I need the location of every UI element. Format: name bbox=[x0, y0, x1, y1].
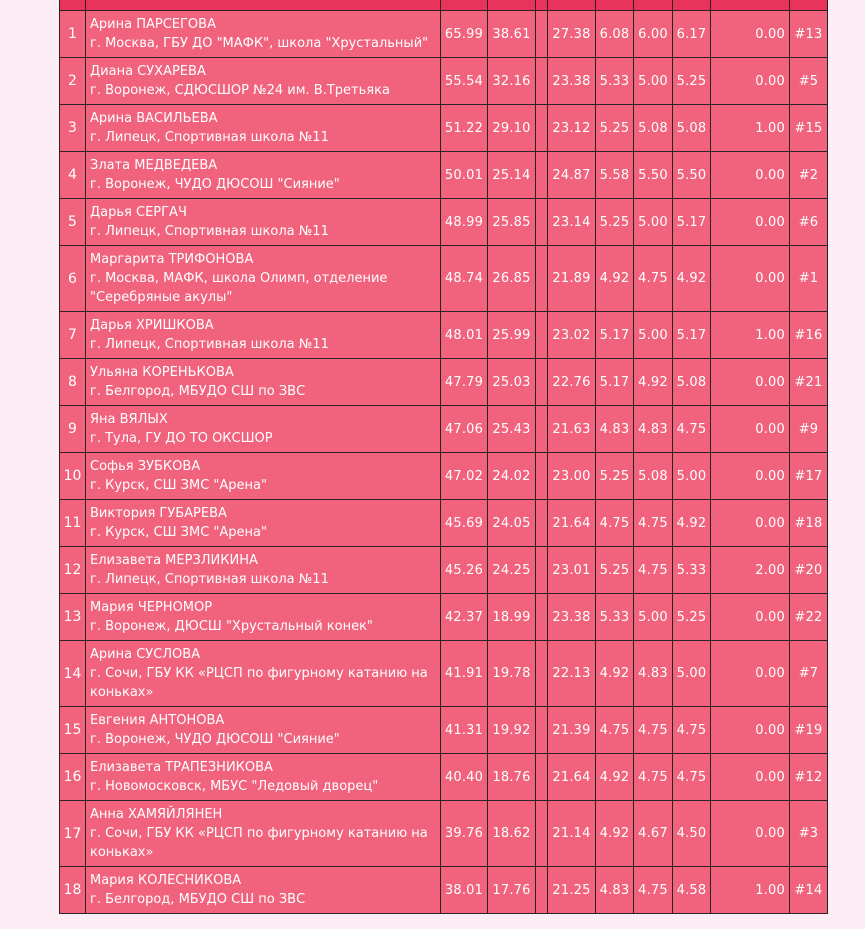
table-row bbox=[60, 453, 828, 500]
empty-cell bbox=[536, 707, 548, 754]
deductions-cell: 0.00 bbox=[711, 11, 790, 58]
skater-club: г. Белгород, МБУДО СШ по ЗВС bbox=[90, 384, 306, 399]
start-number-cell: #17 bbox=[790, 453, 828, 500]
skater-club: г. Воронеж, ЧУДО ДЮСОШ "Сияние" bbox=[90, 732, 340, 747]
component-2-cell: 5.00 bbox=[634, 58, 673, 105]
total-score-cell: 55.54 bbox=[441, 58, 488, 105]
start-number-cell: #21 bbox=[790, 359, 828, 406]
empty-cell bbox=[536, 867, 548, 914]
component-2-cell: 4.75 bbox=[634, 754, 673, 801]
component-1-cell: 6.08 bbox=[596, 11, 634, 58]
skater-club: г. Москва, ГБУ ДО "МАФК", школа "Хрустальный" bbox=[90, 36, 429, 51]
skater-name: Елизавета ТРАПЕЗНИКОВА bbox=[90, 760, 273, 775]
rank-cell: 13 bbox=[60, 594, 86, 641]
component-1-cell: 4.92 bbox=[596, 641, 634, 707]
component-1-cell: 5.25 bbox=[596, 547, 634, 594]
component-3-cell: 4.58 bbox=[673, 867, 711, 914]
deductions-cell: 0.00 bbox=[711, 453, 790, 500]
empty-cell bbox=[536, 58, 548, 105]
results-table bbox=[59, 0, 828, 914]
skater-cell bbox=[86, 105, 441, 152]
component-3-cell: 5.25 bbox=[673, 58, 711, 105]
component-3-cell: 4.92 bbox=[673, 500, 711, 547]
pcs-cell: 21.63 bbox=[548, 406, 596, 453]
table-header-row bbox=[60, 0, 828, 11]
deductions-cell: 0.00 bbox=[711, 641, 790, 707]
skater-cell bbox=[86, 359, 441, 406]
skater-club: г. Москва, МАФК, школа Олимп, отделение "Серебряные акулы" bbox=[90, 271, 388, 305]
total-score-cell: 38.01 bbox=[441, 867, 488, 914]
tes-cell: 38.61 bbox=[488, 11, 536, 58]
empty-cell bbox=[536, 406, 548, 453]
total-score-cell: 48.74 bbox=[441, 246, 488, 312]
results-table-container bbox=[59, 0, 827, 914]
rank-cell: 16 bbox=[60, 754, 86, 801]
tes-cell: 24.02 bbox=[488, 453, 536, 500]
rank-cell: 7 bbox=[60, 312, 86, 359]
skater-cell bbox=[86, 594, 441, 641]
pcs-cell: 21.14 bbox=[548, 801, 596, 867]
start-number-cell: #16 bbox=[790, 312, 828, 359]
pcs-cell: 23.00 bbox=[548, 453, 596, 500]
rank-cell: 4 bbox=[60, 152, 86, 199]
component-3-cell: 5.25 bbox=[673, 594, 711, 641]
tes-cell: 19.92 bbox=[488, 707, 536, 754]
skater-club: г. Сочи, ГБУ КК «РЦСП по фигурному катанию на коньках» bbox=[90, 826, 428, 860]
skater-name: Мария КОЛЕСНИКОВА bbox=[90, 873, 242, 888]
start-number-cell: #18 bbox=[790, 500, 828, 547]
deductions-cell: 2.00 bbox=[711, 547, 790, 594]
total-score-cell: 45.26 bbox=[441, 547, 488, 594]
skater-cell bbox=[86, 500, 441, 547]
start-number-cell: #14 bbox=[790, 867, 828, 914]
table-row bbox=[60, 500, 828, 547]
deductions-cell: 0.00 bbox=[711, 246, 790, 312]
deductions-cell: 0.00 bbox=[711, 801, 790, 867]
pcs-cell: 22.13 bbox=[548, 641, 596, 707]
total-score-cell: 41.31 bbox=[441, 707, 488, 754]
pcs-cell: 23.02 bbox=[548, 312, 596, 359]
deductions-cell: 0.00 bbox=[711, 58, 790, 105]
component-3-cell: 5.08 bbox=[673, 359, 711, 406]
component-2-cell: 4.75 bbox=[634, 867, 673, 914]
rank-cell: 2 bbox=[60, 58, 86, 105]
deductions-cell: 0.00 bbox=[711, 707, 790, 754]
skater-club: г. Липецк, Спортивная школа №11 bbox=[90, 572, 329, 587]
pcs-cell: 22.76 bbox=[548, 359, 596, 406]
skater-cell bbox=[86, 641, 441, 707]
rank-cell: 11 bbox=[60, 500, 86, 547]
tes-cell: 24.05 bbox=[488, 500, 536, 547]
skater-name: Диана СУХАРЕВА bbox=[90, 64, 206, 79]
total-score-cell: 40.40 bbox=[441, 754, 488, 801]
component-1-cell: 4.83 bbox=[596, 406, 634, 453]
skater-cell bbox=[86, 707, 441, 754]
total-score-cell: 42.37 bbox=[441, 594, 488, 641]
pcs-cell: 21.64 bbox=[548, 754, 596, 801]
rank-cell: 9 bbox=[60, 406, 86, 453]
skater-club: г. Белгород, МБУДО СШ по ЗВС bbox=[90, 892, 306, 907]
component-1-cell: 4.92 bbox=[596, 754, 634, 801]
component-3-cell: 4.75 bbox=[673, 406, 711, 453]
pcs-cell: 21.89 bbox=[548, 246, 596, 312]
rank-cell: 14 bbox=[60, 641, 86, 707]
component-1-cell: 5.17 bbox=[596, 359, 634, 406]
component-3-cell: 4.92 bbox=[673, 246, 711, 312]
skater-cell bbox=[86, 801, 441, 867]
skater-name: Виктория ГУБАРЕВА bbox=[90, 506, 227, 521]
rank-cell: 18 bbox=[60, 867, 86, 914]
tes-cell: 25.99 bbox=[488, 312, 536, 359]
component-2-cell: 4.75 bbox=[634, 707, 673, 754]
component-1-cell: 5.25 bbox=[596, 453, 634, 500]
table-row bbox=[60, 11, 828, 58]
deductions-cell: 0.00 bbox=[711, 594, 790, 641]
component-1-cell: 4.75 bbox=[596, 707, 634, 754]
total-score-cell: 50.01 bbox=[441, 152, 488, 199]
start-number-cell: #15 bbox=[790, 105, 828, 152]
component-2-cell: 4.75 bbox=[634, 500, 673, 547]
pcs-cell: 23.38 bbox=[548, 594, 596, 641]
skater-name: Евгения АНТОНОВА bbox=[90, 713, 225, 728]
skater-club: г. Курск, СШ ЗМС "Арена" bbox=[90, 525, 267, 540]
tes-cell: 17.76 bbox=[488, 867, 536, 914]
start-number-cell: #5 bbox=[790, 58, 828, 105]
skater-club: г. Воронеж, ДЮСШ "Хрустальный конек" bbox=[90, 619, 373, 634]
rank-cell: 15 bbox=[60, 707, 86, 754]
skater-name: Дарья ХРИШКОВА bbox=[90, 318, 214, 333]
skater-club: г. Курск, СШ ЗМС "Арена" bbox=[90, 478, 267, 493]
total-score-cell: 45.69 bbox=[441, 500, 488, 547]
component-1-cell: 5.33 bbox=[596, 58, 634, 105]
skater-club: г. Новомосковск, МБУС "Ледовый дворец" bbox=[90, 779, 379, 794]
rank-cell: 3 bbox=[60, 105, 86, 152]
total-score-cell: 39.76 bbox=[441, 801, 488, 867]
component-2-cell: 4.67 bbox=[634, 801, 673, 867]
rank-cell: 8 bbox=[60, 359, 86, 406]
empty-cell bbox=[536, 500, 548, 547]
empty-cell bbox=[536, 453, 548, 500]
start-number-cell: #3 bbox=[790, 801, 828, 867]
component-3-cell: 4.75 bbox=[673, 754, 711, 801]
pcs-cell: 23.14 bbox=[548, 199, 596, 246]
skater-name: Елизавета МЕРЗЛИКИНА bbox=[90, 553, 258, 568]
skater-name: Мария ЧЕРНОМОР bbox=[90, 600, 213, 615]
skater-name: Дарья СЕРГАЧ bbox=[90, 205, 187, 220]
component-3-cell: 4.50 bbox=[673, 801, 711, 867]
rank-cell: 10 bbox=[60, 453, 86, 500]
table-row bbox=[60, 312, 828, 359]
table-row bbox=[60, 246, 828, 312]
tes-cell: 18.62 bbox=[488, 801, 536, 867]
table-row bbox=[60, 199, 828, 246]
total-score-cell: 47.79 bbox=[441, 359, 488, 406]
component-3-cell: 5.08 bbox=[673, 105, 711, 152]
deductions-cell: 0.00 bbox=[711, 152, 790, 199]
component-2-cell: 4.83 bbox=[634, 406, 673, 453]
start-number-cell: #20 bbox=[790, 547, 828, 594]
table-row bbox=[60, 105, 828, 152]
rank-cell: 5 bbox=[60, 199, 86, 246]
total-score-cell: 48.99 bbox=[441, 199, 488, 246]
skater-cell bbox=[86, 453, 441, 500]
pcs-cell: 21.25 bbox=[548, 867, 596, 914]
empty-cell bbox=[536, 801, 548, 867]
deductions-cell: 0.00 bbox=[711, 359, 790, 406]
tes-cell: 19.78 bbox=[488, 641, 536, 707]
skater-cell bbox=[86, 152, 441, 199]
tes-cell: 24.25 bbox=[488, 547, 536, 594]
component-2-cell: 4.75 bbox=[634, 246, 673, 312]
component-2-cell: 5.08 bbox=[634, 105, 673, 152]
start-number-cell: #2 bbox=[790, 152, 828, 199]
start-number-cell: #13 bbox=[790, 11, 828, 58]
start-number-cell: #1 bbox=[790, 246, 828, 312]
skater-name: Яна ВЯЛЫХ bbox=[90, 412, 168, 427]
component-1-cell: 4.92 bbox=[596, 246, 634, 312]
skater-club: г. Воронеж, ЧУДО ДЮСОШ "Сияние" bbox=[90, 177, 340, 192]
total-score-cell: 47.06 bbox=[441, 406, 488, 453]
skater-name: Ульяна КОРЕНЬКОВА bbox=[90, 365, 234, 380]
component-2-cell: 4.92 bbox=[634, 359, 673, 406]
rank-cell: 17 bbox=[60, 801, 86, 867]
component-3-cell: 5.33 bbox=[673, 547, 711, 594]
tes-cell: 25.03 bbox=[488, 359, 536, 406]
table-row bbox=[60, 754, 828, 801]
rank-cell: 6 bbox=[60, 246, 86, 312]
deductions-cell: 1.00 bbox=[711, 312, 790, 359]
component-3-cell: 5.00 bbox=[673, 453, 711, 500]
start-number-cell: #19 bbox=[790, 707, 828, 754]
total-score-cell: 51.22 bbox=[441, 105, 488, 152]
component-2-cell: 5.08 bbox=[634, 453, 673, 500]
tes-cell: 18.99 bbox=[488, 594, 536, 641]
tes-cell: 26.85 bbox=[488, 246, 536, 312]
deductions-cell: 0.00 bbox=[711, 406, 790, 453]
rank-cell: 1 bbox=[60, 11, 86, 58]
tes-cell: 25.43 bbox=[488, 406, 536, 453]
component-1-cell: 4.75 bbox=[596, 500, 634, 547]
pcs-cell: 24.87 bbox=[548, 152, 596, 199]
tes-cell: 18.76 bbox=[488, 754, 536, 801]
skater-cell bbox=[86, 312, 441, 359]
component-1-cell: 4.92 bbox=[596, 801, 634, 867]
start-number-cell: #12 bbox=[790, 754, 828, 801]
empty-cell bbox=[536, 199, 548, 246]
pcs-cell: 23.12 bbox=[548, 105, 596, 152]
pcs-cell: 21.39 bbox=[548, 707, 596, 754]
table-row bbox=[60, 152, 828, 199]
skater-name: Злата МЕДВЕДЕВА bbox=[90, 158, 218, 173]
table-row bbox=[60, 801, 828, 867]
component-2-cell: 5.00 bbox=[634, 312, 673, 359]
component-1-cell: 5.25 bbox=[596, 105, 634, 152]
empty-cell bbox=[536, 312, 548, 359]
table-row bbox=[60, 58, 828, 105]
rank-cell: 12 bbox=[60, 547, 86, 594]
start-number-cell: #9 bbox=[790, 406, 828, 453]
table-row bbox=[60, 359, 828, 406]
component-2-cell: 4.75 bbox=[634, 547, 673, 594]
component-2-cell: 4.83 bbox=[634, 641, 673, 707]
start-number-cell: #7 bbox=[790, 641, 828, 707]
skater-name: Анна ХАМЯЙЛЯНЕН bbox=[90, 807, 223, 822]
empty-cell bbox=[536, 246, 548, 312]
empty-cell bbox=[536, 152, 548, 199]
component-1-cell: 5.17 bbox=[596, 312, 634, 359]
skater-cell bbox=[86, 867, 441, 914]
skater-name: Арина ВАСИЛЬЕВА bbox=[90, 111, 218, 126]
skater-cell bbox=[86, 246, 441, 312]
deductions-cell: 0.00 bbox=[711, 199, 790, 246]
tes-cell: 32.16 bbox=[488, 58, 536, 105]
skater-name: Арина ПАРСЕГОВА bbox=[90, 17, 216, 32]
component-2-cell: 5.50 bbox=[634, 152, 673, 199]
component-3-cell: 6.17 bbox=[673, 11, 711, 58]
component-3-cell: 5.00 bbox=[673, 641, 711, 707]
empty-cell bbox=[536, 641, 548, 707]
skater-name: Арина СУСЛОВА bbox=[90, 647, 201, 662]
skater-cell bbox=[86, 547, 441, 594]
component-2-cell: 5.00 bbox=[634, 199, 673, 246]
total-score-cell: 41.91 bbox=[441, 641, 488, 707]
empty-cell bbox=[536, 754, 548, 801]
skater-club: г. Липецк, Спортивная школа №11 bbox=[90, 224, 329, 239]
skater-cell bbox=[86, 11, 441, 58]
tes-cell: 29.10 bbox=[488, 105, 536, 152]
component-3-cell: 5.50 bbox=[673, 152, 711, 199]
pcs-cell: 23.38 bbox=[548, 58, 596, 105]
pcs-cell: 23.01 bbox=[548, 547, 596, 594]
empty-cell bbox=[536, 11, 548, 58]
tes-cell: 25.85 bbox=[488, 199, 536, 246]
component-3-cell: 5.17 bbox=[673, 312, 711, 359]
component-1-cell: 5.58 bbox=[596, 152, 634, 199]
component-3-cell: 5.17 bbox=[673, 199, 711, 246]
table-row bbox=[60, 547, 828, 594]
deductions-cell: 1.00 bbox=[711, 105, 790, 152]
skater-cell bbox=[86, 754, 441, 801]
table-row bbox=[60, 594, 828, 641]
component-1-cell: 4.83 bbox=[596, 867, 634, 914]
deductions-cell: 1.00 bbox=[711, 867, 790, 914]
skater-club: г. Воронеж, СДЮСШОР №24 им. В.Третьяка bbox=[90, 83, 390, 98]
total-score-cell: 65.99 bbox=[441, 11, 488, 58]
total-score-cell: 48.01 bbox=[441, 312, 488, 359]
skater-club: г. Тула, ГУ ДО ТО ОКСШОР bbox=[90, 431, 273, 446]
total-score-cell: 47.02 bbox=[441, 453, 488, 500]
component-2-cell: 5.00 bbox=[634, 594, 673, 641]
skater-cell bbox=[86, 58, 441, 105]
skater-cell bbox=[86, 199, 441, 246]
table-row bbox=[60, 641, 828, 707]
start-number-cell: #22 bbox=[790, 594, 828, 641]
component-1-cell: 5.33 bbox=[596, 594, 634, 641]
component-1-cell: 5.25 bbox=[596, 199, 634, 246]
empty-cell bbox=[536, 594, 548, 641]
skater-club: г. Липецк, Спортивная школа №11 bbox=[90, 337, 329, 352]
pcs-cell: 27.38 bbox=[548, 11, 596, 58]
start-number-cell: #6 bbox=[790, 199, 828, 246]
skater-cell bbox=[86, 406, 441, 453]
tes-cell: 25.14 bbox=[488, 152, 536, 199]
empty-cell bbox=[536, 547, 548, 594]
skater-name: Софья ЗУБКОВА bbox=[90, 459, 201, 474]
pcs-cell: 21.64 bbox=[548, 500, 596, 547]
component-3-cell: 4.75 bbox=[673, 707, 711, 754]
table-row bbox=[60, 867, 828, 914]
skater-name: Маргарита ТРИФОНОВА bbox=[90, 252, 254, 267]
deductions-cell: 0.00 bbox=[711, 500, 790, 547]
skater-club: г. Сочи, ГБУ КК «РЦСП по фигурному катанию на коньках» bbox=[90, 666, 428, 700]
skater-club: г. Липецк, Спортивная школа №11 bbox=[90, 130, 329, 145]
component-2-cell: 6.00 bbox=[634, 11, 673, 58]
empty-cell bbox=[536, 359, 548, 406]
table-row bbox=[60, 707, 828, 754]
empty-cell bbox=[536, 105, 548, 152]
deductions-cell: 0.00 bbox=[711, 754, 790, 801]
table-row bbox=[60, 406, 828, 453]
